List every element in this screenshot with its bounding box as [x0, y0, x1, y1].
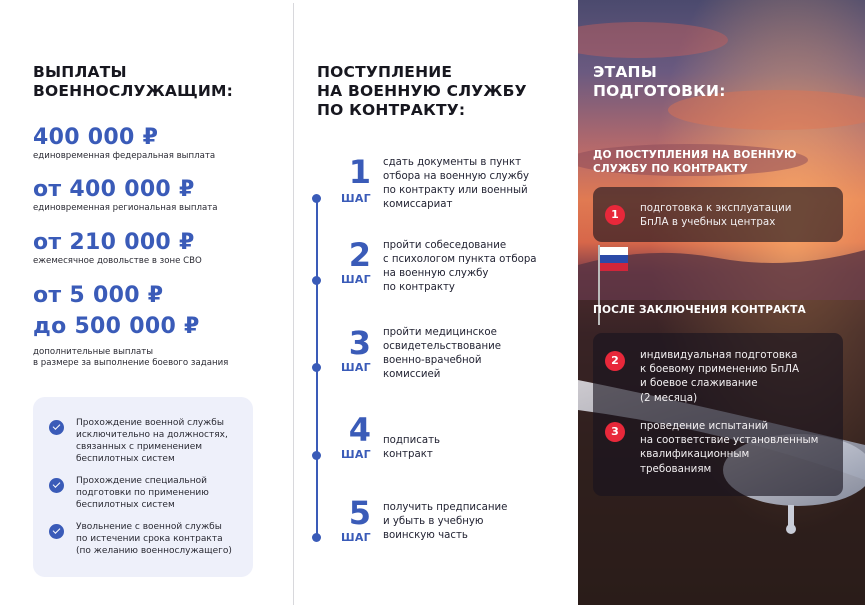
payment-amount-from: от 5 000 ₽ [33, 283, 164, 308]
benefit-line: исключительно на должностях, [76, 430, 228, 440]
step-text-line: комиссией [383, 369, 441, 380]
payment-description: единовременная региональная выплата [33, 203, 218, 213]
stage-text-line: квалификационным [640, 448, 750, 461]
payment-item [33, 125, 215, 162]
check-icon [49, 524, 64, 539]
benefits-panel [33, 397, 253, 577]
step-text [383, 501, 573, 543]
benefit-item [49, 521, 246, 557]
step-text-line: контракт [383, 449, 433, 460]
step-text [383, 434, 573, 462]
step-text-line: освидетельствование [383, 341, 502, 352]
flag-red-stripe [600, 263, 628, 271]
step-text-line: отбора на военную службу [383, 171, 530, 182]
stage-text-line: (2 месяца) [640, 391, 698, 404]
payment-description: единовременная федеральная выплата [33, 151, 216, 161]
benefit-text [76, 475, 246, 511]
benefit-text [76, 417, 246, 465]
step-text-line: пройти собеседование [383, 240, 507, 251]
timeline-dot [312, 533, 321, 542]
check-icon [49, 420, 64, 435]
training-title-line-2: ПОДГОТОВКИ: [593, 82, 726, 100]
benefit-line: беспилотных систем [76, 500, 175, 510]
payment-item [33, 283, 228, 369]
stage-text [640, 348, 840, 405]
payment-amount-to: до 500 000 ₽ [33, 314, 200, 339]
stage-text [640, 201, 840, 229]
stage-text-line: индивидуальная подготовка [640, 349, 798, 361]
step-text-line: получить предписание [383, 502, 508, 513]
benefit-item [49, 475, 246, 511]
stage-number-badge: 3 [605, 422, 625, 442]
before-contract-card [593, 187, 843, 242]
payments-title-line-1: ВЫПЛАТЫ [33, 63, 127, 81]
timeline-dot [312, 451, 321, 460]
step-label: ШАГ [340, 361, 371, 374]
benefit-line: (по желанию военнослужащего) [76, 546, 232, 556]
step-number: 5 [348, 494, 371, 532]
enlistment-column [295, 0, 578, 609]
step-text-line: сдать документы в пункт [383, 157, 522, 168]
after-contract-card [593, 333, 843, 496]
training-stage-item [605, 201, 840, 229]
step-text [383, 239, 573, 295]
after-contract-heading: ПОСЛЕ ЗАКЛЮЧЕНИЯ КОНТРАКТА [593, 304, 806, 316]
step-text-line: по контракту [383, 282, 455, 293]
flag-white-stripe [600, 247, 628, 255]
payment-amount: от 400 000 ₽ [33, 177, 195, 202]
payment-description-line-2: в размере за выполнение боевого задания [33, 358, 229, 368]
step-text [383, 326, 573, 382]
benefit-item [49, 417, 246, 465]
step-item [295, 237, 578, 297]
step-label: ШАГ [340, 273, 371, 286]
payment-description-line-1: дополнительные выплаты [33, 347, 154, 357]
training-stage-item [605, 348, 840, 405]
payment-description: ежемесячное довольстве в зоне СВО [33, 256, 202, 266]
benefit-line: Увольнение с военной службы [76, 522, 222, 532]
stage-text-line: требованиям [640, 462, 712, 475]
benefit-line: беспилотных систем [76, 454, 175, 464]
training-stage-item [605, 419, 840, 476]
timeline-dot [312, 276, 321, 285]
stage-text-line: подготовка к эксплуатации [640, 202, 792, 214]
payment-description [33, 347, 228, 369]
enlistment-title-line-3: ПО КОНТРАКТУ: [317, 101, 466, 119]
step-text [383, 156, 573, 212]
step-text-line: и убыть в учебную [383, 516, 484, 527]
enlistment-title [317, 63, 527, 120]
step-text-line: комиссариат [383, 199, 453, 210]
benefit-line: подготовки по применению [76, 488, 209, 498]
step-label: ШАГ [340, 448, 371, 461]
payments-column [0, 0, 294, 609]
step-number: 1 [348, 153, 371, 191]
step-item [295, 154, 578, 214]
benefit-line: Прохождение военной службы [76, 418, 224, 428]
check-icon [49, 478, 64, 493]
step-text-line: с психологом пункта отбора [383, 254, 537, 265]
payment-amount: от 210 000 ₽ [33, 230, 195, 255]
step-text-line: военно-врачебной [383, 355, 482, 366]
step-text-line: на военную службу [383, 268, 489, 279]
benefit-line: по истечении срока контракта [76, 534, 223, 544]
step-number: 2 [348, 236, 371, 274]
benefit-line: связанных с применением [76, 442, 203, 452]
step-text-line: пройти медицинское [383, 327, 497, 338]
enlistment-title-line-1: ПОСТУПЛЕНИЕ [317, 63, 453, 81]
stage-text-line: проведение испытаний [640, 420, 769, 432]
timeline-dot [312, 363, 321, 372]
step-item [295, 412, 578, 472]
training-title-line-1: ЭТАПЫ [593, 63, 657, 81]
benefit-text [76, 521, 246, 557]
step-item [295, 325, 578, 385]
step-item [295, 495, 578, 555]
stage-number-badge: 2 [605, 351, 625, 371]
stage-text-line: БпЛА в учебных центрах [640, 216, 776, 229]
payment-item [33, 230, 202, 267]
training-title [593, 63, 726, 101]
stage-number-badge: 1 [605, 205, 625, 225]
payments-title [33, 63, 233, 101]
step-label: ШАГ [340, 531, 371, 544]
step-text-line: воинскую часть [383, 530, 468, 541]
stage-text-line: и боевое слаживание [640, 377, 758, 390]
payments-title-line-2: ВОЕННОСЛУЖАЩИМ: [33, 82, 234, 100]
before-contract-heading [593, 148, 843, 176]
step-text-line: подписать [383, 435, 441, 446]
benefit-line: Прохождение специальной [76, 476, 207, 486]
enlistment-title-line-2: НА ВОЕННУЮ СЛУЖБУ [317, 82, 527, 100]
stage-text [640, 419, 840, 476]
payment-amount: 400 000 ₽ [33, 125, 159, 150]
before-heading-line-1: ДО ПОСТУПЛЕНИЯ НА ВОЕННУЮ [593, 149, 797, 161]
step-number: 4 [348, 411, 371, 449]
timeline-dot [312, 194, 321, 203]
training-column [578, 0, 865, 605]
flag-blue-stripe [600, 255, 628, 263]
stage-text-line: к боевому применению БпЛА [640, 363, 800, 376]
step-number: 3 [348, 324, 371, 362]
stage-text-line: на соответствие установленным [640, 434, 819, 447]
step-text-line: по контракту или военный [383, 185, 528, 196]
before-heading-line-2: СЛУЖБУ ПО КОНТРАКТУ [593, 163, 748, 175]
step-label: ШАГ [340, 192, 371, 205]
payment-item [33, 177, 218, 214]
